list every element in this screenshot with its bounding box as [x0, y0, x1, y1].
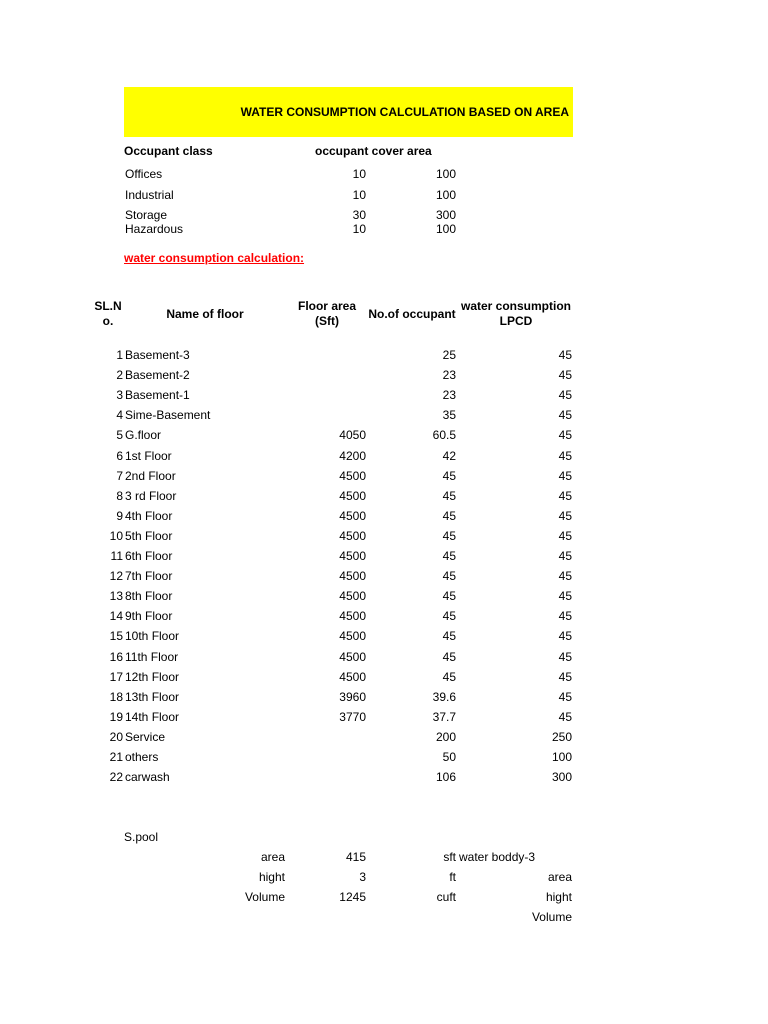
floor-sl-no: 11 [110, 549, 123, 563]
floor-lpcd: 45 [558, 488, 572, 503]
floor-name: 14th Floor [125, 709, 180, 724]
floor-occupant: 45 [442, 468, 456, 483]
title-banner [124, 87, 573, 137]
floor-occupant: 45 [442, 488, 456, 503]
floor-name: 9th Floor [125, 609, 173, 624]
floor-occupant: 106 [435, 770, 456, 785]
floor-name: 12th Floor [125, 669, 180, 684]
floor-name: 2nd Floor [125, 468, 176, 483]
floor-name: Sime-Basement [125, 408, 211, 423]
floor-name: 10th Floor [125, 629, 180, 644]
floor-lpcd: 45 [558, 609, 572, 624]
floor-occupant: 39.6 [432, 689, 456, 704]
floor-lpcd: 100 [551, 750, 572, 764]
floor-occupant: 45 [442, 549, 456, 563]
spool-label: area [260, 850, 285, 864]
floor-occupant: 35 [442, 408, 456, 423]
water-consumption-header: water consumption LPCD [460, 299, 571, 328]
floor-sl-no: 8 [116, 488, 123, 503]
floor-sl-no: 15 [109, 629, 123, 644]
section-label: water consumption calculation: [124, 251, 305, 265]
floor-name: others [125, 750, 159, 764]
floor-sl-no: 18 [109, 689, 123, 704]
floor-area: 4500 [339, 528, 366, 543]
floor-area: 4500 [339, 549, 366, 563]
floor-lpcd: 45 [558, 448, 572, 463]
floor-name: G.floor [125, 428, 162, 443]
spool-extra: hight [545, 890, 572, 904]
floor-sl-no: 16 [109, 649, 123, 664]
floor-name: 6th Floor [125, 549, 173, 563]
sl-no-header: SL.N o. [94, 299, 122, 328]
floor-lpcd: 45 [558, 709, 572, 724]
floor-lpcd: 45 [558, 468, 572, 483]
floor-occupant: 23 [442, 368, 456, 383]
floor-sl-no: 3 [116, 388, 123, 403]
spool-unit: sft [443, 850, 456, 864]
floor-sl-no: 2 [116, 368, 123, 383]
floor-occupant: 60.5 [432, 428, 456, 443]
floor-name: 4th Floor [125, 508, 173, 523]
name-of-floor-header: Name of floor [166, 307, 244, 321]
floor-area: 4500 [339, 609, 366, 624]
spool-label: Volume [244, 890, 285, 904]
floor-area: 3770 [339, 709, 366, 724]
occupant-area-header: occupant cover area [315, 144, 432, 158]
floor-area-header: Floor area (Sft) [297, 299, 357, 328]
floor-lpcd: 45 [558, 589, 572, 604]
occupant-class-name: Hazardous [125, 222, 184, 236]
spool-last: Volume [531, 910, 572, 924]
spool-unit: ft [449, 870, 456, 884]
floor-name: 1st Floor [125, 448, 172, 463]
floor-area: 3960 [339, 689, 366, 704]
floor-sl-no: 9 [116, 508, 123, 523]
floor-lpcd: 45 [558, 649, 572, 664]
floor-name: carwash [125, 770, 170, 785]
floor-occupant: 45 [442, 649, 456, 664]
floor-area: 4050 [339, 428, 366, 443]
occupant-value: 10 [352, 222, 366, 236]
floor-sl-no: 5 [116, 428, 123, 443]
occupant-header: No.of occupant [368, 307, 456, 321]
floor-sl-no: 19 [109, 709, 123, 724]
occupant-area-value: 300 [435, 208, 456, 222]
occupant-class-name: Offices [125, 167, 163, 181]
floor-name: 8th Floor [125, 589, 173, 604]
floor-lpcd: 45 [558, 528, 572, 543]
floor-name: Basement-3 [125, 348, 190, 362]
floor-sl-no: 21 [109, 750, 123, 764]
floor-occupant: 37.7 [432, 709, 456, 724]
floor-occupant: 45 [442, 528, 456, 543]
occupant-value: 10 [352, 188, 366, 202]
floor-area: 4500 [339, 468, 366, 483]
floor-area: 4500 [339, 488, 366, 503]
floor-lpcd: 250 [551, 729, 572, 744]
occupant-class-name: Storage [125, 208, 168, 222]
floor-lpcd: 45 [558, 368, 572, 383]
floor-occupant: 45 [442, 629, 456, 644]
occupant-area-value: 100 [435, 188, 456, 202]
occupant-value: 10 [352, 167, 366, 181]
floor-occupant: 45 [442, 569, 456, 584]
floor-lpcd: 45 [558, 408, 572, 423]
floor-sl-no: 13 [109, 589, 123, 604]
floor-sl-no: 20 [109, 729, 123, 744]
floor-sl-no: 14 [109, 609, 123, 624]
spool-value: 415 [345, 850, 366, 864]
floor-lpcd: 45 [558, 388, 572, 403]
floor-lpcd: 45 [558, 689, 572, 704]
floor-lpcd: 45 [558, 508, 572, 523]
floor-lpcd: 45 [558, 629, 572, 644]
spool-extra: area [547, 870, 572, 884]
floor-lpcd: 300 [551, 770, 572, 785]
floor-sl-no: 12 [109, 569, 123, 584]
spool-unit: cuft [436, 890, 456, 904]
floor-occupant: 25 [442, 348, 456, 362]
floor-occupant: 45 [442, 589, 456, 604]
floor-sl-no: 6 [116, 448, 123, 463]
floor-sl-no: 4 [116, 408, 123, 423]
floor-name: Basement-1 [125, 388, 190, 403]
occupant-class-header: Occupant class [124, 144, 213, 158]
spool-label: hight [258, 870, 285, 884]
floor-lpcd: 45 [558, 669, 572, 684]
floor-sl-no: 1 [116, 348, 123, 362]
spool-value: 1245 [339, 890, 366, 904]
floor-occupant: 200 [435, 729, 456, 744]
floor-area: 4500 [339, 508, 366, 523]
floor-area: 4500 [339, 589, 366, 604]
floor-name: 13th Floor [125, 689, 180, 704]
floor-name: 3 rd Floor [125, 488, 177, 503]
floor-occupant: 45 [442, 609, 456, 624]
occupant-class-name: Industrial [125, 188, 174, 202]
page-title: WATER CONSUMPTION CALCULATION BASED ON AREA [240, 105, 569, 119]
floor-lpcd: 45 [558, 348, 572, 362]
floor-name: 11th Floor [125, 649, 179, 664]
floor-lpcd: 45 [558, 549, 572, 563]
floor-occupant: 42 [442, 448, 456, 463]
floor-area: 4200 [339, 448, 366, 463]
occupant-area-value: 100 [435, 167, 456, 181]
floor-occupant: 50 [442, 750, 456, 764]
floor-name: Basement-2 [125, 368, 190, 383]
floor-area: 4500 [339, 649, 366, 664]
floor-name: Service [125, 729, 166, 744]
spool-value: 3 [359, 870, 366, 884]
occupant-area-value: 100 [435, 222, 456, 236]
floor-name: 7th Floor [125, 569, 173, 584]
floor-lpcd: 45 [558, 569, 572, 584]
floor-area: 4500 [339, 669, 366, 684]
spool-title: S.pool [124, 830, 159, 844]
floor-area: 4500 [339, 629, 366, 644]
floor-sl-no: 22 [109, 770, 123, 785]
floor-occupant: 23 [442, 388, 456, 403]
floor-occupant: 45 [442, 669, 456, 684]
floor-occupant: 45 [442, 508, 456, 523]
floor-sl-no: 10 [109, 528, 123, 543]
floor-area: 4500 [339, 569, 366, 584]
floor-lpcd: 45 [558, 428, 572, 443]
occupant-value: 30 [352, 208, 366, 222]
floor-sl-no: 7 [116, 468, 123, 483]
floor-name: 5th Floor [125, 528, 173, 543]
spool-extra: water boddy-3 [459, 850, 536, 864]
floor-sl-no: 17 [109, 669, 123, 684]
